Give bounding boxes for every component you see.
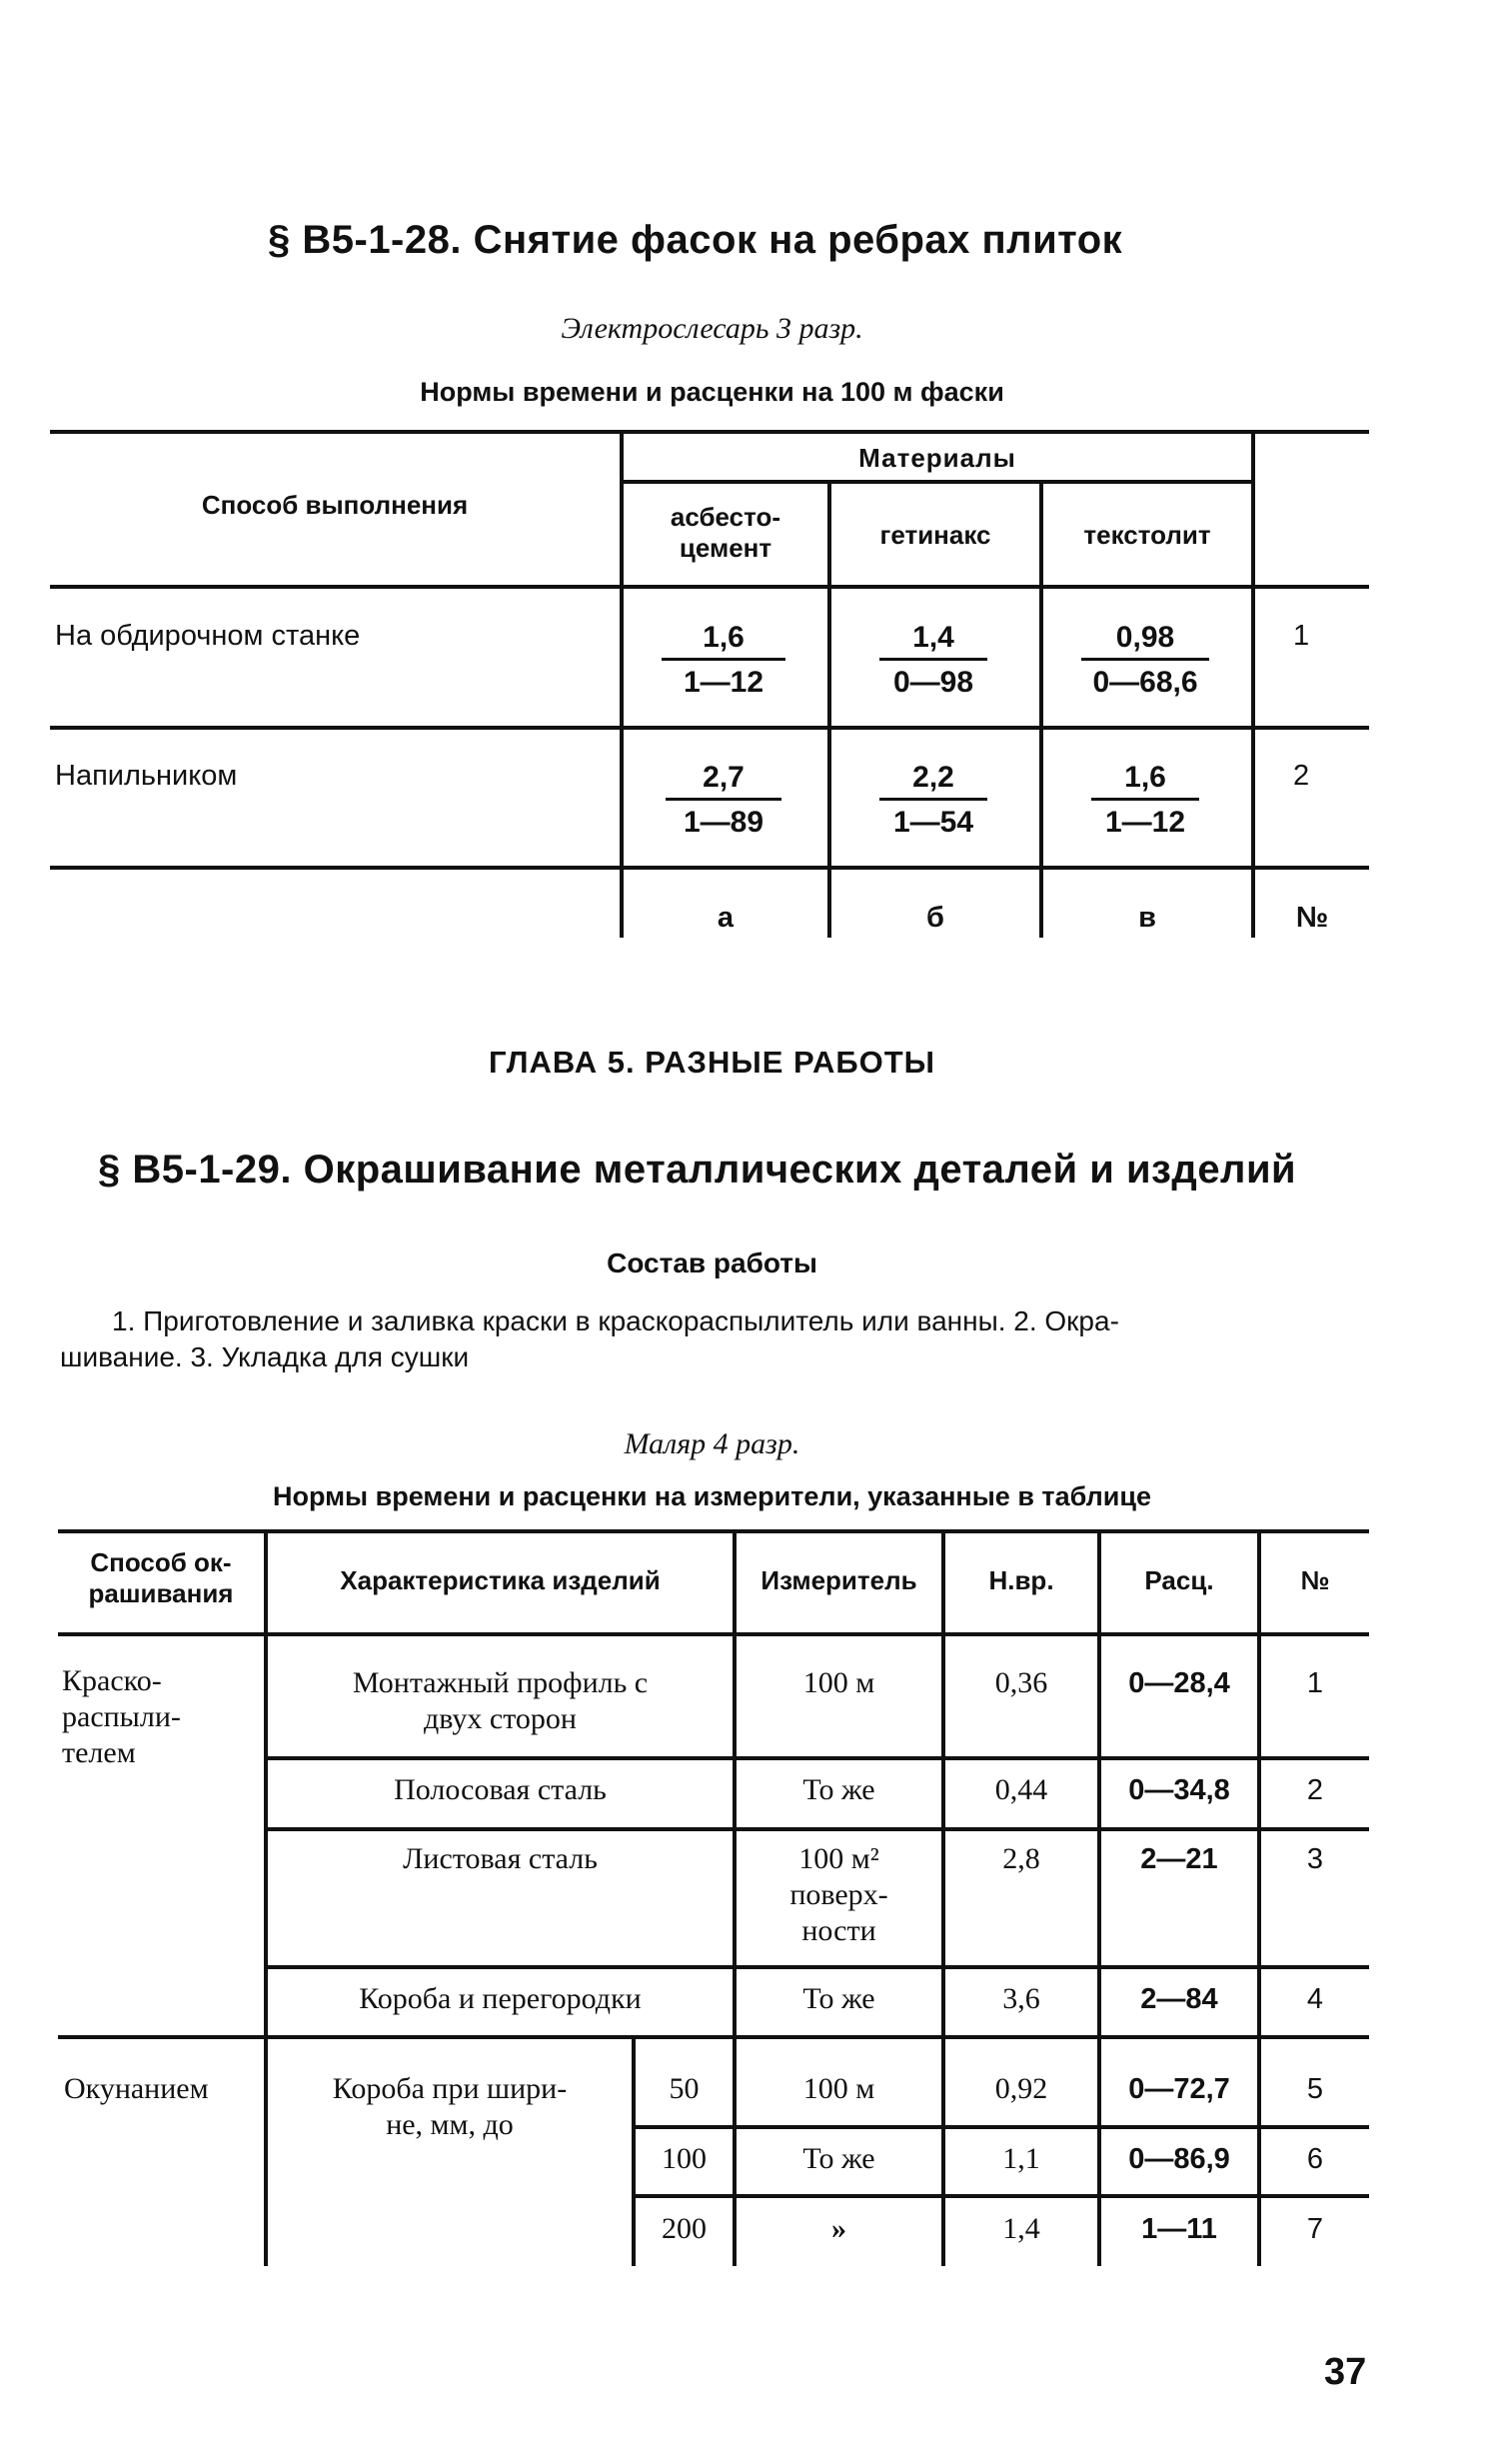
t2-row-1-characteristic: Монтажный профиль с двух сторон	[352, 1666, 649, 1735]
t2-row-6-number: 6	[1306, 2143, 1324, 2175]
section-2-norms-caption: Нормы времени и расценки на измерители, указанные в таблице	[272, 1481, 1152, 1511]
section-2-worker: Маляр 4 разр.	[624, 1427, 800, 1460]
t2-row-1-meter: 100 м	[802, 1666, 875, 1699]
composition-line-1: 1. Приготовление и заливка краски в краскораспылитель или ванны. 2. Окра-	[112, 1305, 1119, 1336]
col-header-time: Н.вр.	[988, 1565, 1054, 1595]
col-header-characteristic: Характеристика изделий	[340, 1565, 661, 1595]
row-2-asbestos-value: 2,7 1—89	[666, 760, 781, 841]
row-1-asbestos-value: 1,6 1—12	[662, 620, 785, 701]
row-2-getinaks-value: 2,2 1—54	[879, 760, 987, 841]
t2-row-3-price: 2—21	[1140, 1843, 1218, 1875]
t2-row-7-width: 200	[662, 2212, 707, 2245]
composition-line-2: шивание. 3. Укладка для сушки	[60, 1341, 470, 1372]
t2-row-6-price: 0—86,9	[1128, 2143, 1230, 2175]
t2-row-2-characteristic: Полосовая сталь	[394, 1773, 607, 1806]
t2-row-3-number: 3	[1306, 1843, 1324, 1875]
row-1-number: 1	[1293, 620, 1310, 652]
col-header-price: Расц.	[1144, 1565, 1214, 1595]
row-1-method: На обдирочном станке	[55, 620, 361, 652]
t2-row-7-time: 1,4	[1002, 2212, 1040, 2245]
t2-row-7-number: 7	[1306, 2213, 1324, 2245]
group-dipping-characteristic: Короба при шири- не, мм, до	[332, 2072, 568, 2141]
t2-row-4-characteristic: Короба и перегородки	[359, 1982, 642, 2015]
t2-row-1-time: 0,36	[994, 1666, 1048, 1699]
col-header-number: №	[1300, 1565, 1330, 1595]
t2-row-3-time: 2,8	[1002, 1842, 1040, 1875]
footer-col-b: б	[926, 902, 944, 934]
t2-row-7-meter: »	[831, 2212, 846, 2245]
t2-row-4-time: 3,6	[1002, 1982, 1040, 2015]
col-header-paint-method: Способ ок- рашивания	[88, 1547, 234, 1608]
t2-row-1-price: 0—28,4	[1128, 1667, 1230, 1699]
chapter-heading: ГЛАВА 5. РАЗНЫЕ РАБОТЫ	[488, 1045, 936, 1080]
t2-row-5-width: 50	[669, 2072, 700, 2105]
t2-row-5-price: 0—72,7	[1128, 2073, 1230, 2105]
row-2-method: Напильником	[55, 760, 238, 792]
material-textolite: текстолит	[1083, 520, 1211, 550]
row-2-number: 2	[1293, 760, 1310, 792]
footer-col-v: в	[1138, 902, 1156, 934]
t2-row-4-number: 4	[1306, 1983, 1324, 2015]
page-number: 37	[1324, 2351, 1367, 2393]
t2-row-5-meter: 100 м	[802, 2072, 875, 2105]
section-1-worker: Электрослесарь 3 разр.	[561, 312, 863, 345]
footer-col-a: а	[717, 902, 735, 934]
composition-heading: Состав работы	[607, 1247, 817, 1278]
t2-row-4-meter: То же	[802, 1982, 875, 2015]
section-2-title: § В5-1-29. Окрашивание металлических деталей и изделий	[98, 1148, 1297, 1192]
t2-row-5-number: 5	[1306, 2073, 1324, 2105]
t2-row-6-width: 100	[662, 2142, 707, 2175]
t2-row-2-time: 0,44	[994, 1773, 1048, 1806]
t2-row-4-price: 2—84	[1140, 1983, 1218, 2015]
t2-row-6-time: 1,1	[1002, 2142, 1040, 2175]
row-2-textolite-value: 1,6 1—12	[1091, 760, 1199, 841]
t2-row-5-time: 0,92	[994, 2072, 1048, 2105]
t2-row-1-number: 1	[1306, 1667, 1324, 1699]
t2-row-3-meter: 100 м² поверх- ности	[789, 1842, 888, 1947]
t2-row-3-characteristic: Листовая сталь	[403, 1842, 598, 1875]
group-dipping-label: Окунанием	[64, 2072, 209, 2105]
col-header-materials: Материалы	[858, 443, 1016, 473]
row-1-getinaks-value: 1,4 0—98	[879, 620, 987, 701]
col-header-meter: Измеритель	[760, 1565, 917, 1595]
material-asbestos: асбесто- цемент	[670, 502, 781, 563]
col-header-method: Способ выполнения	[201, 490, 469, 520]
t2-row-7-price: 1—11	[1141, 2213, 1217, 2245]
t2-row-2-meter: То же	[802, 1773, 875, 1806]
material-getinaks: гетинакс	[879, 520, 991, 550]
group-sprayer-label: Краско- распыли- телем	[62, 1664, 181, 1769]
row-1-textolite-value: 0,98 0—68,6	[1081, 620, 1209, 701]
section-1-title: § В5-1-28. Снятие фасок на ребрах плиток	[268, 218, 1123, 262]
t2-row-6-meter: То же	[802, 2142, 875, 2175]
t2-row-2-price: 0—34,8	[1128, 1774, 1230, 1806]
section-1-norms-caption: Нормы времени и расценки на 100 м фаски	[420, 377, 1004, 407]
footer-col-number: №	[1295, 902, 1329, 934]
t2-row-2-number: 2	[1306, 1774, 1324, 1806]
